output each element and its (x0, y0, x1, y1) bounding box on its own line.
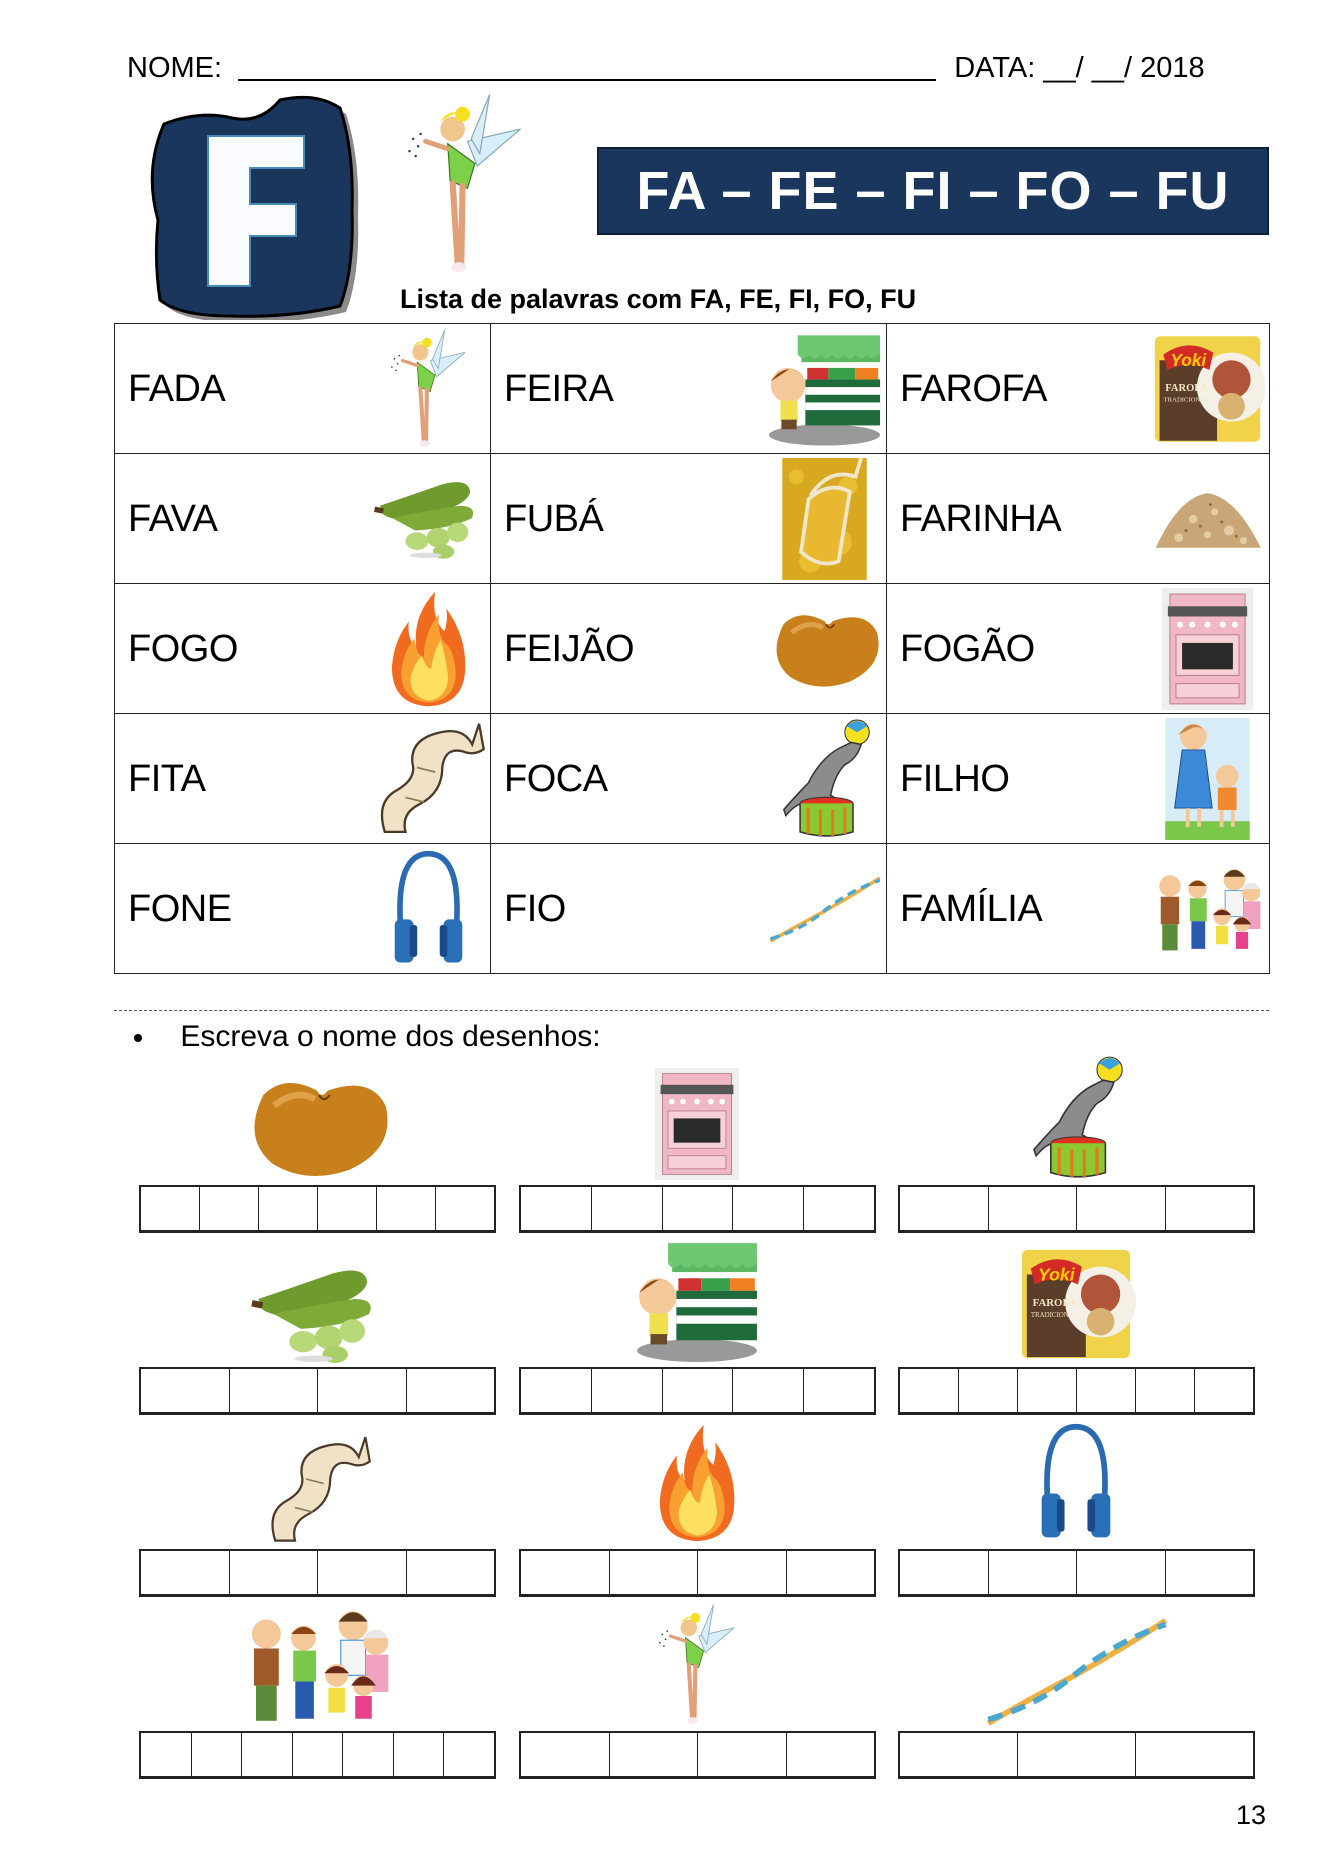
section-divider (114, 1010, 1269, 1011)
word-cell (887, 714, 1270, 844)
letter-box[interactable] (242, 1733, 293, 1776)
farofa-package-icon (1150, 328, 1265, 450)
bean-icon (242, 1073, 392, 1181)
letter-box[interactable] (663, 1187, 734, 1230)
letter-box[interactable] (787, 1551, 875, 1594)
word-cell (491, 844, 887, 974)
table-row (115, 324, 1270, 454)
instruction-text: Escreva o nome dos desenhos: (180, 1020, 601, 1053)
letter-boxes (898, 1731, 1255, 1779)
date-label: DATA: (954, 52, 1036, 84)
headphones-icon (371, 848, 486, 970)
letter-box[interactable] (521, 1551, 610, 1594)
letter-boxes (898, 1549, 1255, 1597)
word-label: FADA (128, 367, 226, 410)
letter-box[interactable] (318, 1369, 407, 1412)
letter-box[interactable] (959, 1369, 1018, 1412)
name-blank-field[interactable] (238, 53, 936, 81)
letter-box[interactable] (698, 1551, 787, 1594)
letter-box[interactable] (610, 1733, 699, 1776)
word-cell (887, 324, 1270, 454)
word-label: FILHO (900, 757, 1010, 800)
letter-box[interactable] (698, 1733, 787, 1776)
fire-icon (652, 1421, 742, 1545)
letter-box[interactable] (787, 1733, 875, 1776)
letter-box[interactable] (804, 1369, 874, 1412)
word-cell (115, 454, 491, 584)
word-label: FOCA (504, 757, 608, 800)
letter-box[interactable] (343, 1733, 394, 1776)
table-row (115, 454, 1270, 584)
letter-box[interactable] (230, 1551, 319, 1594)
word-label: FOGO (128, 627, 238, 670)
ribbon-icon (262, 1435, 372, 1545)
letter-box[interactable] (804, 1187, 874, 1230)
letter-box[interactable] (318, 1187, 377, 1230)
table-row (115, 844, 1270, 974)
word-label: FAROFA (900, 367, 1047, 410)
fairy-icon (371, 328, 486, 450)
letter-box[interactable] (318, 1551, 407, 1594)
word-label: FAMÍLIA (900, 887, 1043, 930)
word-cell (887, 584, 1270, 714)
letter-box[interactable] (900, 1551, 989, 1594)
student-info-header (127, 50, 1227, 86)
stove-icon (655, 1067, 739, 1181)
letter-boxes (519, 1185, 876, 1233)
word-label: FEIJÃO (504, 627, 635, 670)
letter-boxes (519, 1549, 876, 1597)
letter-boxes (139, 1549, 496, 1597)
letter-box[interactable] (1077, 1187, 1166, 1230)
name-label: NOME: (127, 52, 223, 84)
letter-box[interactable] (610, 1551, 699, 1594)
word-label: FUBÁ (504, 497, 604, 540)
farofa-package-icon (1001, 1245, 1151, 1363)
word-label: FONE (128, 887, 232, 930)
letter-box[interactable] (200, 1187, 259, 1230)
word-cell (491, 714, 887, 844)
letter-box[interactable] (900, 1187, 989, 1230)
page-number: 13 (1235, 1800, 1266, 1830)
letter-box[interactable] (663, 1369, 734, 1412)
letter-boxes (898, 1185, 1255, 1233)
letter-f-badge (140, 90, 365, 320)
word-cell (115, 844, 491, 974)
letter-boxes (519, 1731, 876, 1779)
letter-box[interactable] (989, 1187, 1078, 1230)
bean-icon (767, 588, 882, 710)
word-list-table (114, 323, 1270, 974)
letter-boxes (139, 1367, 496, 1415)
letter-box[interactable] (141, 1187, 200, 1230)
fava-beans-icon (371, 458, 486, 580)
word-label: FARINHA (900, 497, 1062, 540)
letter-boxes (519, 1367, 876, 1415)
ribbon-icon (371, 718, 486, 840)
letter-box[interactable] (521, 1187, 592, 1230)
exercise-instruction (130, 1018, 601, 1056)
letter-boxes (898, 1367, 1255, 1415)
word-list-title: Lista de palavras com FA, FE, FI, FO, FU (400, 284, 917, 314)
word-cell (491, 324, 887, 454)
letter-box[interactable] (1136, 1369, 1195, 1412)
letter-box[interactable] (436, 1187, 494, 1230)
letter-box[interactable] (1166, 1551, 1254, 1594)
letter-box[interactable] (1136, 1733, 1253, 1776)
family-icon (1150, 848, 1265, 970)
fairy-illustration (395, 92, 535, 277)
fairy-icon (652, 1603, 742, 1727)
syllable-banner: FA – FE – FI – FO – FU (597, 147, 1269, 235)
letter-box[interactable] (407, 1551, 495, 1594)
word-cell (115, 584, 491, 714)
letter-box[interactable] (394, 1733, 445, 1776)
letter-box[interactable] (1018, 1733, 1136, 1776)
word-cell (491, 584, 887, 714)
letter-box[interactable] (521, 1369, 592, 1412)
letter-box[interactable] (900, 1733, 1018, 1776)
letter-boxes (139, 1731, 496, 1779)
fava-beans-icon (247, 1267, 387, 1363)
word-label: FOGÃO (900, 627, 1035, 670)
wire-icon (966, 1615, 1186, 1727)
letter-box[interactable] (1077, 1369, 1136, 1412)
word-cell (491, 454, 887, 584)
seal-icon (1016, 1055, 1136, 1181)
word-cell (887, 454, 1270, 584)
letter-box[interactable] (293, 1733, 344, 1776)
letter-box[interactable] (444, 1733, 494, 1776)
word-label: FITA (128, 757, 206, 800)
word-cell (115, 324, 491, 454)
letter-box[interactable] (230, 1369, 319, 1412)
stove-icon (1150, 588, 1265, 710)
word-cell (887, 844, 1270, 974)
letter-box[interactable] (900, 1369, 959, 1412)
letter-box[interactable] (1018, 1369, 1077, 1412)
word-label: FIO (504, 887, 566, 930)
headphones-icon (1026, 1421, 1126, 1545)
date-fill-field[interactable]: __/ __/ 2018 (1043, 52, 1205, 84)
market-stall-icon (767, 328, 882, 450)
letter-box[interactable] (592, 1187, 663, 1230)
family-icon (232, 1603, 402, 1727)
word-label: FEIRA (504, 367, 614, 410)
letter-box[interactable] (259, 1187, 318, 1230)
letter-box[interactable] (1077, 1551, 1166, 1594)
letter-box[interactable] (1195, 1369, 1253, 1412)
word-label: FAVA (128, 497, 218, 540)
word-cell (115, 714, 491, 844)
letter-box[interactable] (141, 1551, 230, 1594)
cornmeal-icon (767, 458, 882, 580)
seal-icon (767, 718, 882, 840)
letter-box[interactable] (1166, 1187, 1254, 1230)
market-stall-icon (623, 1239, 771, 1363)
letter-box[interactable] (989, 1551, 1078, 1594)
table-row (115, 584, 1270, 714)
mother-son-icon (1150, 718, 1265, 840)
fire-icon (371, 588, 486, 710)
letter-box[interactable] (141, 1369, 230, 1412)
letter-box[interactable] (733, 1187, 804, 1230)
letter-box[interactable] (592, 1369, 663, 1412)
letter-box[interactable] (192, 1733, 243, 1776)
table-row (115, 714, 1270, 844)
letter-box[interactable] (377, 1187, 436, 1230)
letter-box[interactable] (521, 1733, 610, 1776)
flour-pile-icon (1150, 458, 1265, 580)
letter-boxes (139, 1185, 496, 1233)
letter-box[interactable] (733, 1369, 804, 1412)
letter-box[interactable] (141, 1733, 192, 1776)
letter-box[interactable] (407, 1369, 495, 1412)
wire-icon (767, 848, 882, 970)
bullet-icon (134, 1034, 142, 1042)
